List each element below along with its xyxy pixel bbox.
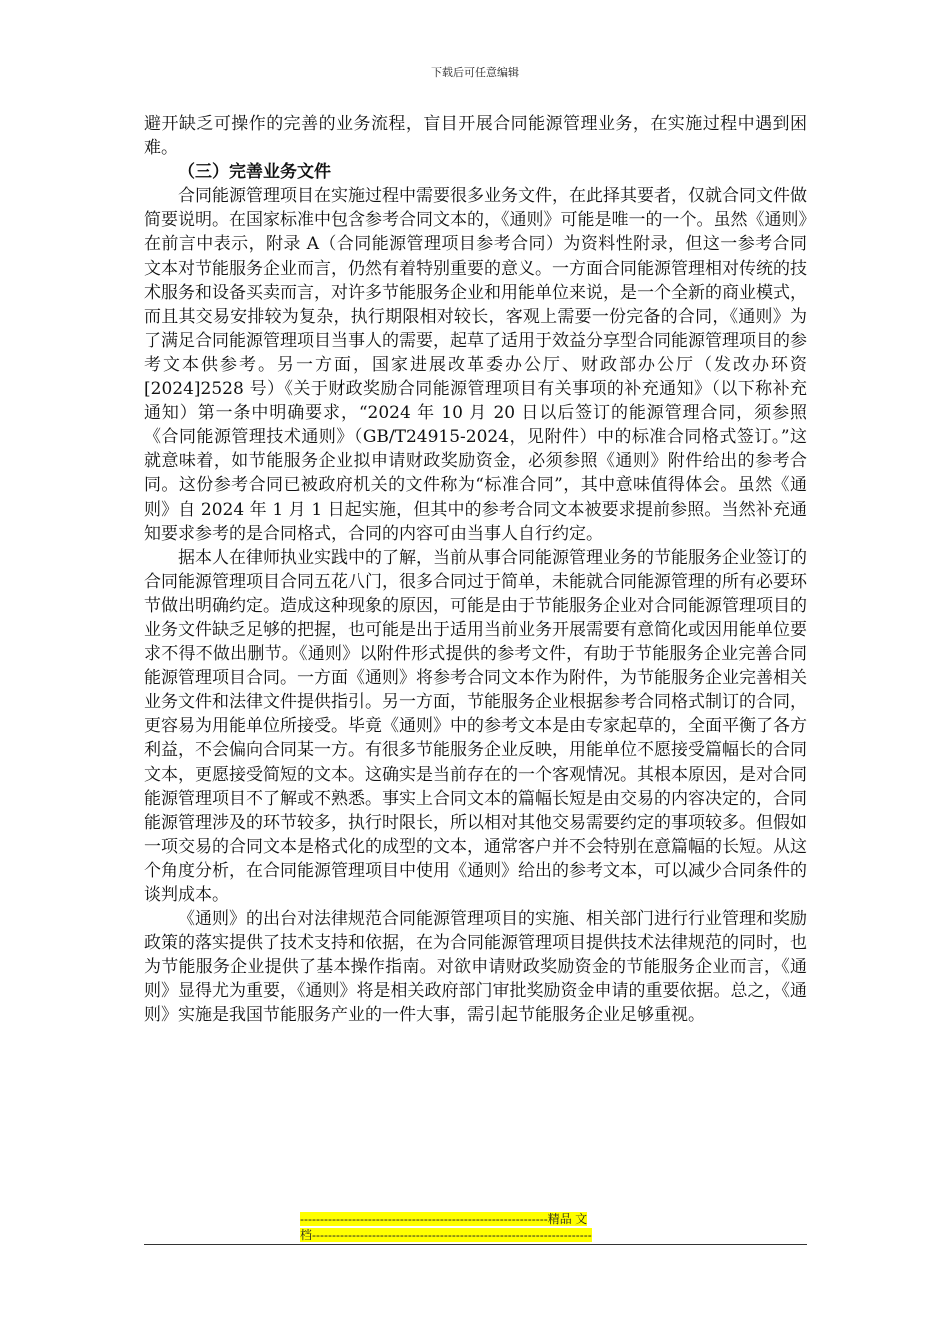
footer-divider [144, 1244, 807, 1245]
footer-line-1: --------------------------------------------------------------精品 文 [300, 1212, 588, 1226]
page-header: 下载后可任意编辑 [431, 66, 519, 79]
paragraph-continuation: 避开缺乏可操作的完善的业务流程，盲目开展合同能源管理业务，在实施过程中遇到困难。 [144, 114, 807, 159]
footer-watermark [300, 1211, 640, 1243]
footer-line-2: 档---------------------------------------------------------------------- [300, 1228, 592, 1242]
document-body [144, 112, 807, 1028]
paragraph-practice-observation: 据本人在律师执业实践中的了解，当前从事合同能源管理业务的节能服务企业签订的合同能源管理项目合同五花八门，很多合同过于简单，未能就合同能源管理的所有必要环节做出明确约定。造成这种现象的原因，可能是由于节能服务企业对合同能源管理项目的业务文件缺乏足够的把握，也可能是出于适用当前业务开展需要有意简化或因用能单位要求不得不做出删节。《通则》以附件形式提供的参考文件，有助于节能服务企业完善合同能源管理项目合同。一方面《通则》将参考合同文本作为附件，为节能服务企业完善相关业务文件和法律文件提供指引。另一方面，节能服务企业根据参考合同格式制订的合同，更容易为用能单位所接受。毕竟《通则》中的参考文本是由专家起草的，全面平衡了各方利益，不会偏向合同某一方。有很多节能服务企业反映，用能单位不愿接受篇幅长的合同文本，更愿接受简短的文本。这确实是当前存在的一个客观情况。其根本原因，是对合同能源管理项目不了解或不熟悉。事实上合同文本的篇幅长短是由交易的内容决定的，合同能源管理涉及的环节较多，执行时限长，所以相对其他交易需要约定的事项较多。但假如一项交易的合同文本是格式化的成型的文本，通常客户并不会特别在意篇幅的长短。从这个角度分析，在合同能源管理项目中使用《通则》给出的参考文本，可以减少合同条件的谈判成本。 [144, 547, 807, 905]
paragraph-reference-contract: 合同能源管理项目在实施过程中需要很多业务文件，在此择其要者，仅就合同文件做简要说明。在国家标准中包含参考合同文本的，《通则》可能是唯一的一个。虽然《通则》在前言中表示，附录 A（合同能源管理项目参考合同）为资料性附录，但这一参考合同文本对节能服务企业而言，仍然有着特别重要的意义。一方面合同能源管理相对传统的技术服务和设备买卖而言，对许多节能服务企业和用能单位来说，是一个全新的商业模式，而且其交易安排较为复杂，执行期限相对较长，客观上需要一份完备的合同，《通则》为了满足合同能源管理项目当事人的需要，起草了适用于效益分享型合同能源管理项目的参考文本供参考。另一方面，国家进展改革委办公厅、财政部办公厅（发改办环资[2024]2528 号）《关于财政奖励合同能源管理项目有关事项的补充通知》（以下称补充通知）第一条中明确要求，“2024 年 10 月 20 日以后签订的能源管理合同，须参照《合同能源管理技术通则》（GB/T24915-2024，见附件）中的标准合同格式签订。”这就意味着，如节能服务企业拟申请财政奖励资金，必须参照《通则》附件给出的参考合同。这份参考合同已被政府机关的文件称为“标准合同”，其中意味值得体会。虽然《通则》自 2024 年 1 月 1 日起实施，但其中的参考合同文本被要求提前参照。当然补充通知要求参考的是合同格式，合同的内容可由当事人自行约定。 [144, 186, 807, 544]
paragraph-conclusion: 《通则》的出台对法律规范合同能源管理项目的实施、相关部门进行行业管理和奖励政策的落实提供了技术支持和依据，在为合同能源管理项目提供技术法律规范的同时，也为节能服务企业提供了基本操作指南。对欲申请财政奖励资金的节能服务企业而言，《通则》显得尤为重要，《通则》将是相关政府部门审批奖励资金申请的重要依据。总之，《通则》实施是我国节能服务产业的一件大事，需引起节能服务企业足够重视。 [144, 909, 807, 1026]
section-heading: （三）完善业务文件 [178, 162, 331, 183]
